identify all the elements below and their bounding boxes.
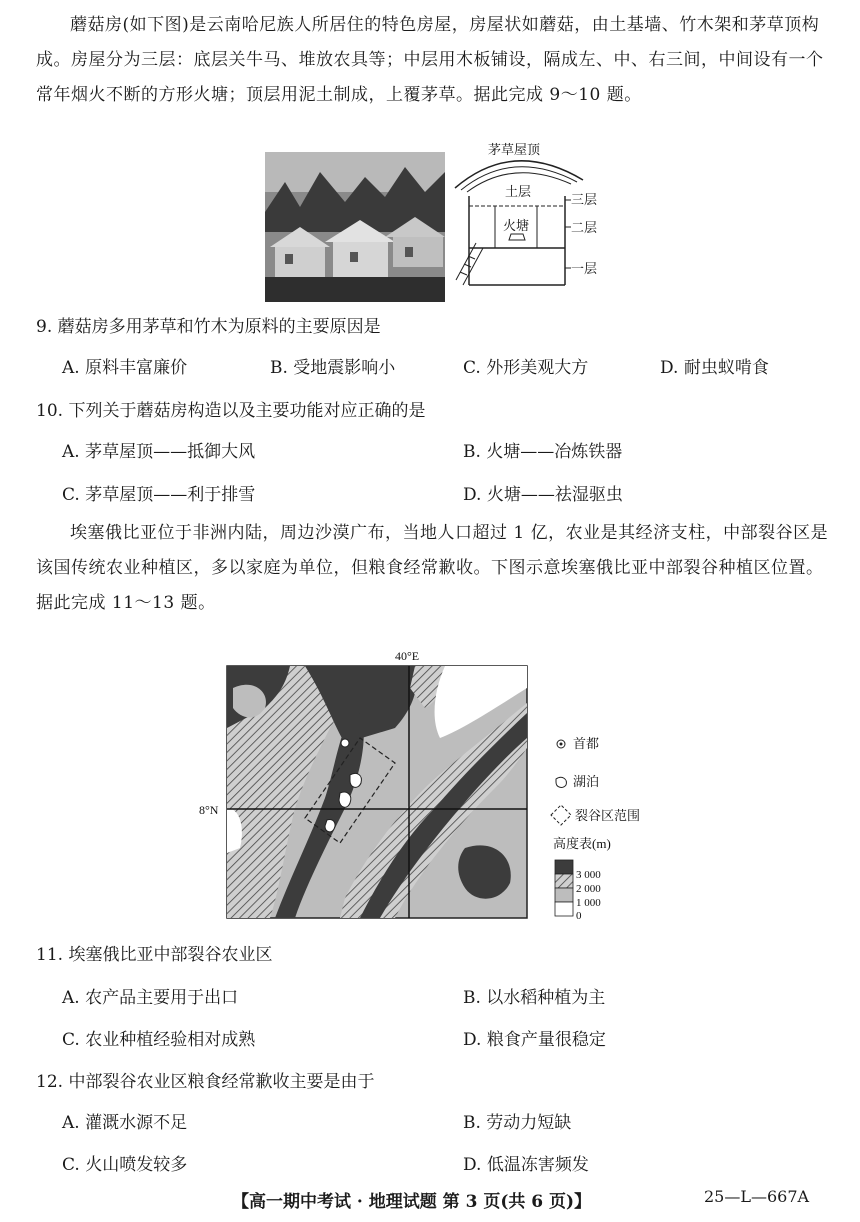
- floor-1-label: 一层: [571, 261, 598, 276]
- q12-option-d: D. 低温冻害频发: [463, 1155, 589, 1175]
- mushroom-house-photo: [265, 152, 445, 302]
- q10-option-b: B. 火塘——冶炼铁器: [463, 442, 623, 462]
- q12-option-a: A. 灌溉水源不足: [62, 1113, 188, 1133]
- legend-elev-2000: 2 000: [576, 883, 601, 895]
- floor-3-label: 三层: [571, 192, 598, 207]
- soil-layer-label: 土层: [505, 184, 532, 199]
- legend-elev-3000: 3 000: [576, 869, 601, 881]
- legend-elevation-title: 高度表(m): [553, 836, 611, 851]
- floor-2-label: 二层: [571, 220, 598, 235]
- legend-elev-1000: 1 000: [576, 897, 601, 909]
- q9-option-c: C. 外形美观大方: [463, 358, 589, 378]
- q9-option-a: A. 原料丰富廉价: [62, 358, 188, 378]
- legend-capital-label: 首都: [573, 736, 600, 751]
- latitude-label: 8°N: [199, 803, 219, 817]
- document-code: 25—L—667A: [704, 1187, 810, 1206]
- q12-option-b: B. 劳动力短缺: [463, 1113, 572, 1133]
- question-10-stem: 10. 下列关于蘑菇房构造以及主要功能对应正确的是: [36, 401, 426, 421]
- roof-label: 茅草屋顶: [488, 142, 541, 157]
- q10-option-d: D. 火塘——祛湿驱虫: [463, 485, 623, 505]
- q9-option-d: D. 耐虫蚁啃食: [660, 358, 769, 378]
- q11-option-d: D. 粮食产量很稳定: [463, 1030, 606, 1050]
- intro-paragraph-2: 埃塞俄比亚位于非洲内陆，周边沙漠广布，当地人口超过 1 亿，农业是其经济支柱，中部裂谷区是该国传统农业种植区，多以家庭为单位，但粮食经常歉收。下图示意埃塞俄比亚中部裂谷种植区位置。据此完成 11～13 题。: [36, 523, 829, 613]
- q9-option-b: B. 受地震影响小: [270, 358, 396, 378]
- firepit-label: 火塘: [503, 218, 530, 233]
- ethiopia-rift-map: [195, 648, 665, 924]
- question-9-stem: 9. 蘑菇房多用茅草和竹木为原料的主要原因是: [36, 317, 381, 337]
- legend-lake-label: 湖泊: [573, 774, 600, 789]
- longitude-label: 40°E: [395, 649, 420, 663]
- intro-paragraph-1: 蘑菇房(如下图)是云南哈尼族人所居住的特色房屋，房屋状如蘑菇，由土基墙、竹木架和茅草顶构成。房屋分为三层：底层关牛马、堆放农具等；中层用木板铺设，隔成左、中、右三间，中间设有一个常年烟火不断的方形火塘；顶层用泥土制成，上覆茅草。据此完成 9～10 题。: [36, 15, 824, 105]
- q10-option-a: A. 茅草屋顶——抵御大风: [62, 442, 256, 462]
- question-12-stem: 12. 中部裂谷农业区粮食经常歉收主要是由于: [36, 1072, 375, 1092]
- map-legend: [551, 736, 640, 920]
- q11-option-b: B. 以水稻种植为主: [463, 988, 606, 1008]
- question-11-stem: 11. 埃塞俄比亚中部裂谷农业区: [36, 945, 273, 965]
- q12-option-c: C. 火山喷发较多: [62, 1155, 188, 1175]
- house-structure-diagram: [453, 140, 603, 292]
- legend-rift-label: 裂谷区范围: [575, 808, 641, 823]
- page-footer: 【高一期中考试 · 地理试题 第 3 页(共 6 页)】: [232, 1192, 592, 1212]
- q11-option-a: A. 农产品主要用于出口: [62, 988, 239, 1008]
- legend-elev-0: 0: [576, 910, 582, 920]
- q11-option-c: C. 农业种植经验相对成熟: [62, 1030, 256, 1050]
- q10-option-c: C. 茅草屋顶——利于排雪: [62, 485, 256, 505]
